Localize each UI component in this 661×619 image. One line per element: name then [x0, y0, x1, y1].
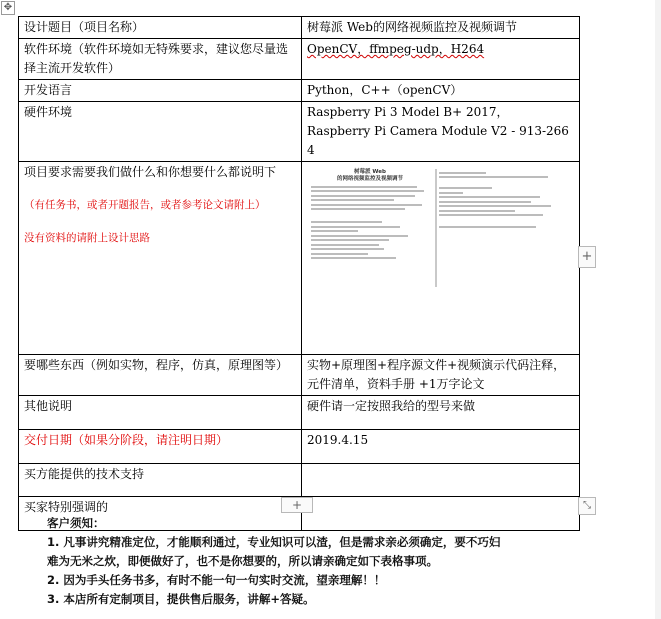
value-cell[interactable] — [302, 17, 580, 39]
attachment-note: （有任务书，或者开题报告，或者参考论文请附上） — [24, 199, 266, 211]
thumbnail-page-left — [311, 169, 429, 262]
value-cell[interactable] — [302, 39, 580, 80]
row-label: 开发语言 — [24, 83, 73, 97]
notice-heading: 客户须知： — [47, 516, 105, 530]
label-cell[interactable] — [19, 162, 302, 355]
row-value: Python，C++（openCV） — [307, 83, 463, 97]
row-label: 其他说明 — [24, 399, 73, 413]
resize-icon: ⤡ — [583, 500, 591, 511]
row-value-line: Raspberry Pi Camera Module V2 - 913-2664 — [307, 124, 569, 157]
move-icon: ✥ — [3, 2, 13, 13]
label-cell[interactable] — [19, 39, 302, 80]
row-label: 项目要求需要我们做什么和你想要什么都说明下 — [24, 165, 277, 179]
value-cell[interactable] — [302, 396, 580, 430]
row-label: 软件环境（软件环境如无特殊要求，建议您尽量选择主流开发软件） — [24, 42, 289, 75]
table-row — [19, 39, 580, 80]
add-row-button[interactable] — [281, 497, 313, 513]
value-cell[interactable] — [302, 430, 580, 464]
value-cell[interactable] — [302, 80, 580, 102]
table-row — [19, 464, 580, 497]
plus-icon: + — [581, 249, 593, 264]
notice-item: 3. 本店所有定制项目，提供售后服务，讲解+答疑。 — [47, 592, 315, 606]
label-cell[interactable] — [19, 430, 302, 464]
plus-icon: + — [291, 498, 303, 512]
row-label: 交付日期（如果分阶段，请注明日期） — [24, 433, 229, 447]
table-move-handle[interactable] — [1, 1, 15, 15]
customer-notice — [47, 514, 587, 609]
table-row — [19, 355, 580, 396]
design-idea-note: 没有资料的请附上设计思路 — [24, 232, 150, 244]
row-value: 硬件请一定按照我给的型号来做 — [307, 399, 476, 413]
notice-item: 2. 因为手头任务书多，有时不能一句一句实时交流，望亲理解！！ — [47, 573, 386, 587]
table-row — [19, 80, 580, 102]
value-cell[interactable] — [302, 355, 580, 396]
row-value: 实物+原理图+程序源文件+视频演示代码注释，元件清单，资料手册 +1万字论文 — [307, 358, 566, 391]
table-row — [19, 430, 580, 464]
label-cell[interactable] — [19, 464, 302, 497]
table-resize-handle[interactable] — [578, 497, 596, 515]
thumbnail-page-right — [439, 169, 557, 231]
label-cell[interactable] — [19, 396, 302, 430]
table-row — [19, 396, 580, 430]
label-cell[interactable] — [19, 17, 302, 39]
attached-document-thumbnail[interactable] — [307, 165, 574, 297]
notice-item: 难为无米之炊，即便做好了，也不是你想要的，所以请亲确定如下表格事项。 — [47, 554, 438, 568]
label-cell[interactable] — [19, 80, 302, 102]
row-label: 设计题目（项目名称） — [24, 20, 145, 34]
row-value: 树莓派 Web的网络视频监控及视频调节 — [307, 20, 517, 34]
label-cell[interactable] — [19, 102, 302, 162]
row-value-line: Raspberry Pi 3 Model B+ 2017， — [307, 105, 509, 119]
label-cell[interactable] — [19, 355, 302, 396]
table-row — [19, 17, 580, 39]
notice-item: 1. 凡事讲究精准定位，才能顺利通过，专业知识可以渣，但是需求亲必须确定，要不巧妇 — [47, 535, 501, 549]
thumbnail-title: 树莓派 Web — [354, 169, 386, 175]
add-column-button[interactable] — [578, 246, 596, 268]
row-label: 硬件环境 — [24, 105, 73, 119]
row-label: 买家特别强调的 — [24, 500, 109, 514]
row-value: OpenCV，ffmpeg-udp，H264 — [307, 42, 485, 56]
value-cell[interactable] — [302, 162, 580, 355]
thumbnail-subtitle: 的网络视频监控及视频调节 — [336, 176, 403, 182]
row-label: 买方能提供的技术支持 — [24, 467, 145, 481]
table-row — [19, 162, 580, 355]
row-value: 2019.4.15 — [307, 433, 369, 447]
row-label: 要哪些东西（例如实物，程序，仿真，原理图等） — [24, 358, 289, 372]
table-row — [19, 102, 580, 162]
value-cell[interactable] — [302, 102, 580, 162]
value-cell[interactable] — [302, 464, 580, 497]
requirements-table — [18, 16, 580, 531]
scrollbar[interactable] — [655, 0, 661, 619]
